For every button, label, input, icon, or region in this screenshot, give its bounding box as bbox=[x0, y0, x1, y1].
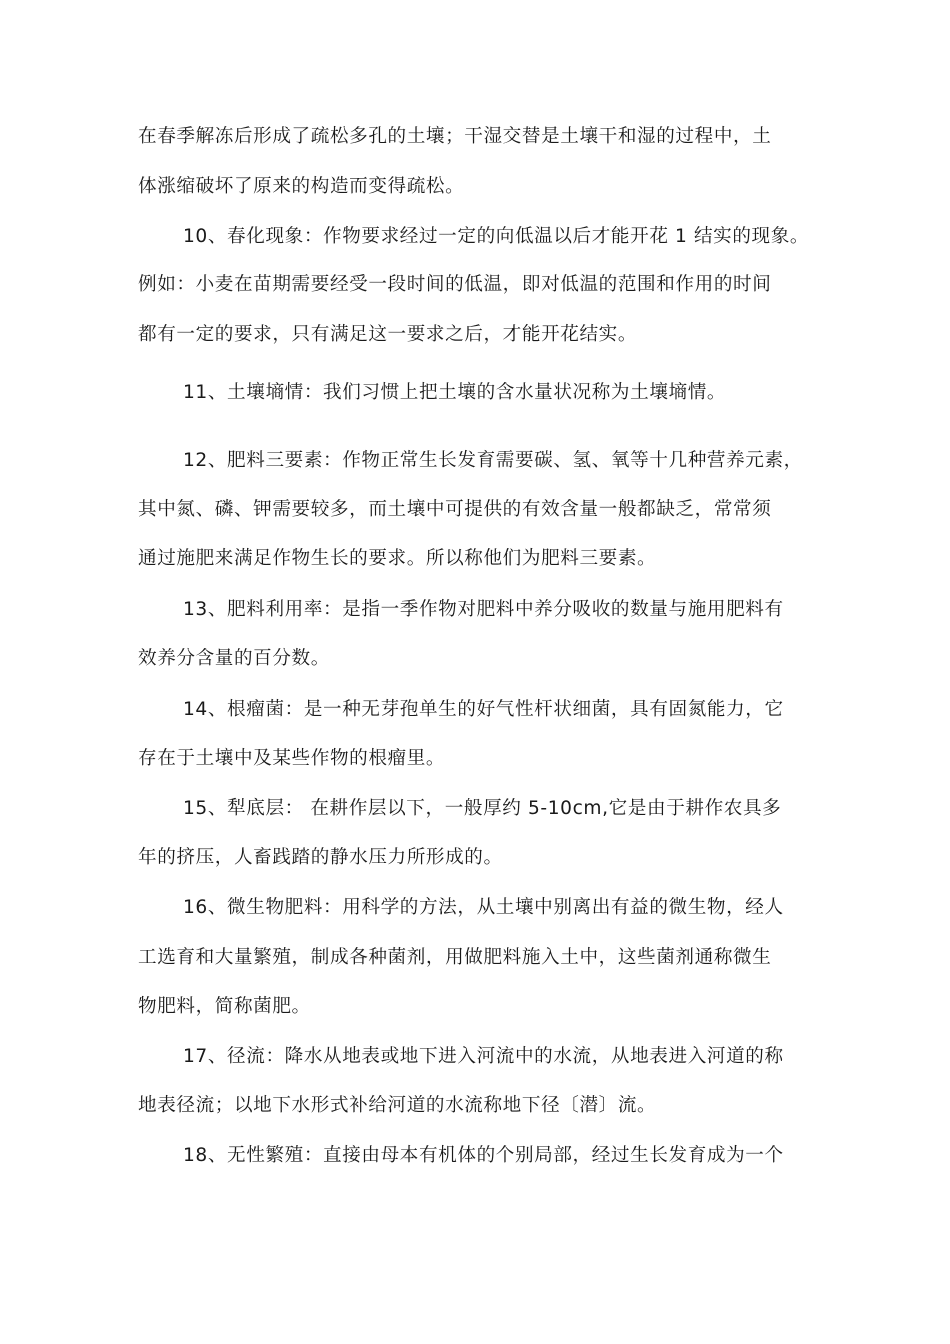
definition-10-line: 10、春化现象：作物要求经过一定的向低温以后才能开花 1 结实的现象。 bbox=[183, 226, 810, 247]
definition-12-line: 12、肥料三要素：作物正常生长发育需要碳、氢、氧等十几种营养元素， bbox=[183, 450, 803, 471]
text-line: 年的挤压，人畜践踏的静水压力所形成的。 bbox=[138, 847, 503, 868]
text-line: 存在于土壤中及某些作物的根瘤里。 bbox=[138, 748, 446, 769]
definition-16-line: 16、微生物肥料：用科学的方法，从土壤中别离出有益的微生物，经人 bbox=[183, 897, 784, 918]
text-line: 通过施肥来满足作物生长的要求。所以称他们为肥料三要素。 bbox=[138, 548, 657, 569]
text-line: 效养分含量的百分数。 bbox=[138, 648, 330, 669]
text-line: 体涨缩破坏了原来的构造而变得疏松。 bbox=[138, 176, 465, 197]
text-line: 在春季解冻后形成了疏松多孔的土壤；干湿交替是土壤干和湿的过程中，土 bbox=[138, 126, 772, 147]
definition-11-line: 11、土壤墒情：我们习惯上把土壤的含水量状况称为土壤墒情。 bbox=[183, 382, 727, 403]
definition-17-line: 17、径流：降水从地表或地下进入河流中的水流，从地表进入河道的称 bbox=[183, 1046, 784, 1067]
text-line: 工选育和大量繁殖，制成各种菌剂，用做肥料施入土中，这些菌剂通称微生 bbox=[138, 947, 772, 968]
text-line: 例如：小麦在苗期需要经受一段时间的低温，即对低温的范围和作用的时间 bbox=[138, 274, 772, 295]
text-line: 其中氮、磷、钾需要较多，而土壤中可提供的有效含量一般都缺乏，常常须 bbox=[138, 499, 772, 520]
definition-18-line: 18、无性繁殖：直接由母本有机体的个别局部，经过生长发育成为一个 bbox=[183, 1145, 784, 1166]
text-line: 都有一定的要求，只有满足这一要求之后，才能开花结实。 bbox=[138, 324, 638, 345]
definition-14-line: 14、根瘤菌：是一种无芽孢单生的好气性杆状细菌，具有固氮能力，它 bbox=[183, 699, 784, 720]
definition-15-line: 15、犁底层： 在耕作层以下，一般厚约 5-10cm,它是由于耕作农具多 bbox=[183, 798, 782, 819]
definition-13-line: 13、肥料利用率：是指一季作物对肥料中养分吸收的数量与施用肥料有 bbox=[183, 599, 784, 620]
text-line: 物肥料，简称菌肥。 bbox=[138, 996, 311, 1017]
text-line: 地表径流；以地下水形式补给河道的水流称地下径〔潜〕流。 bbox=[138, 1095, 657, 1116]
